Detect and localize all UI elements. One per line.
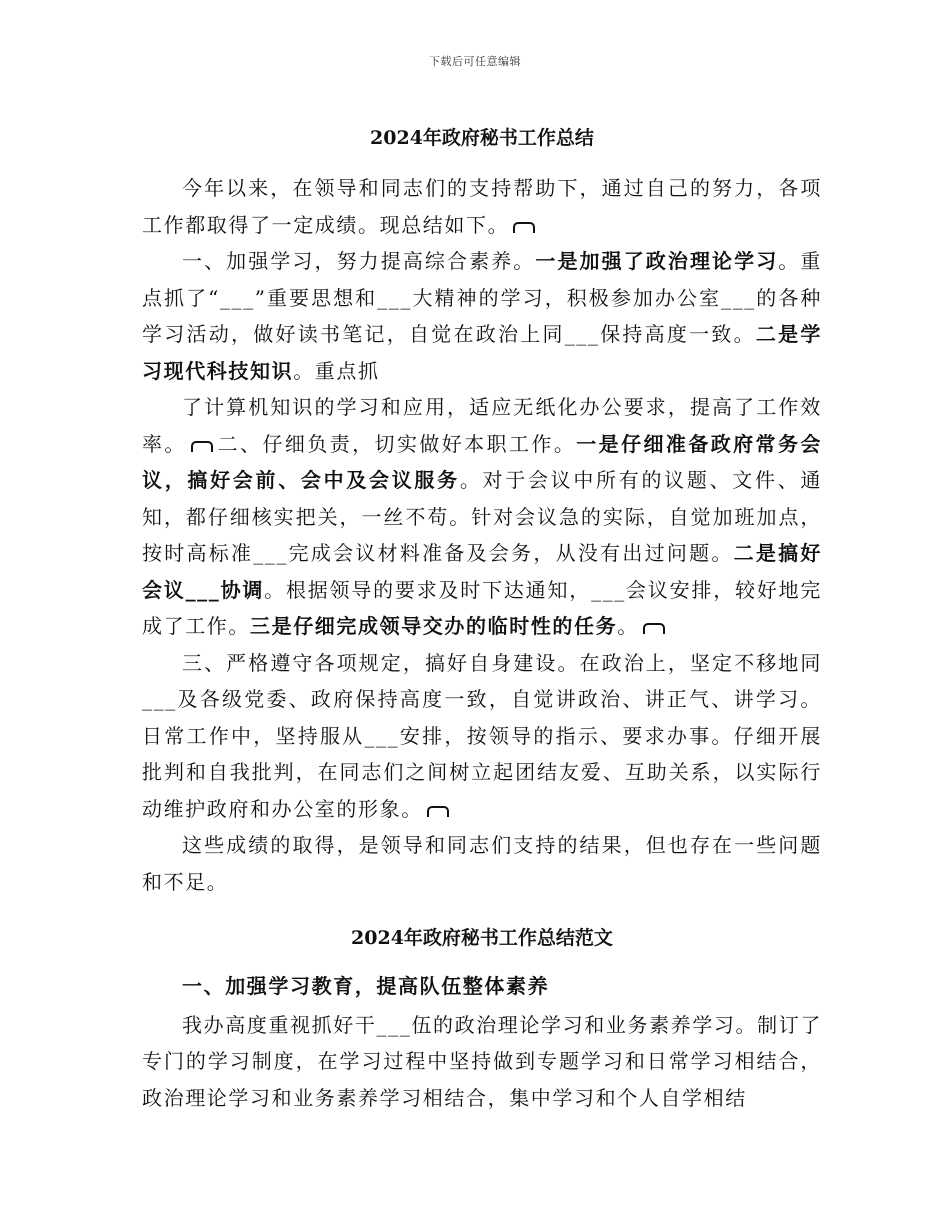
header-note: 下载后可任意编辑	[429, 55, 521, 68]
paragraph-text: 了计算机知识的学习和应用，适应无纸化办公要求，提高了工作效率。	[142, 395, 822, 456]
bold-point-text: 一是加强了政治理论学习	[535, 249, 779, 273]
paragraph-text: 。对于会议中所有的议题、文件、通知，都仔细核实把关，一丝不苟。针对会议急的实际，自觉加班加点，按时高标准___完成会议材料准备及会务，从没有出过问题。	[142, 468, 822, 565]
paragraph-intro	[142, 170, 822, 243]
paragraph-mark-icon	[643, 623, 665, 634]
section-heading-text: 二、仔细负责，切实做好本职工作。	[216, 431, 577, 456]
paragraph-education	[142, 1007, 822, 1117]
paragraph-text: 。重点抓了“___”重要思想和___大精神的学习，积极参加办公室___的各种学习活动，做好读书笔记，自觉在政治上同___保持高度一致。	[142, 249, 822, 346]
paragraph-mark-icon	[427, 806, 449, 817]
paragraph-conclusion	[142, 827, 822, 900]
second-title: 2024年政府秘书工作总结范文	[351, 927, 613, 949]
paragraph-text: 这些成绩的取得，是领导和同志们支持的结果，但也存在一些问题和不足。	[142, 833, 822, 894]
paragraph-mark-icon	[513, 222, 535, 233]
subheading: 一、加强学习教育，提高队伍整体素养	[182, 974, 550, 998]
bold-point-text: 二是学习现代科技知识	[142, 322, 822, 383]
document-title: 2024年政府秘书工作总结	[370, 127, 594, 149]
paragraph-study	[142, 243, 822, 389]
bold-point-text: 二是搞好会议___协调	[142, 541, 822, 602]
paragraph-text: 。根据领导的要求及时下达通知，___会议安排，较好地完成了工作。	[142, 577, 823, 638]
paragraph-text: 。	[617, 614, 639, 638]
document-body	[142, 120, 822, 1116]
paragraph-text: 三、严格遵守各项规定，搞好自身建设。在政治上，坚定不移地同___及各级党委、政府保持高度一致，自觉讲政治、讲正气、讲学习。日常工作中，坚持服从___安排，按领导的指示、要求办事。仔细开展批判和自我批判，在同志们之间树立起团结友爱、互助关系，以实际行动维护政府和办公室的形象。	[142, 650, 822, 821]
section-heading-text: 一、加强学习，努力提高综合素养。	[182, 249, 536, 273]
paragraph-duties	[142, 389, 822, 645]
paragraph-rules	[142, 645, 822, 828]
paragraph-text: 今年以来，在领导和同志们的支持帮助下，通过自己的努力，各项工作都取得了一定成绩。现总结如下。	[142, 176, 822, 237]
paragraph-text: 我办高度重视抓好干___伍的政治理论学习和业务素养学习。制订了专门的学习制度，在学习过程中坚持做到专题学习和日常学习相结合，政治理论学习和业务素养学习相结合，集中学习和个人自学相结	[142, 1012, 822, 1110]
bold-point-text: 三是仔细完成领导交办的临时性的任务	[250, 614, 618, 638]
paragraph-mark-icon	[191, 441, 213, 452]
bold-point-text: 一是仔细准备政府常务会议，搞好会前、会中及会议服务	[142, 431, 822, 492]
paragraph-text: 。重点抓	[293, 358, 380, 383]
